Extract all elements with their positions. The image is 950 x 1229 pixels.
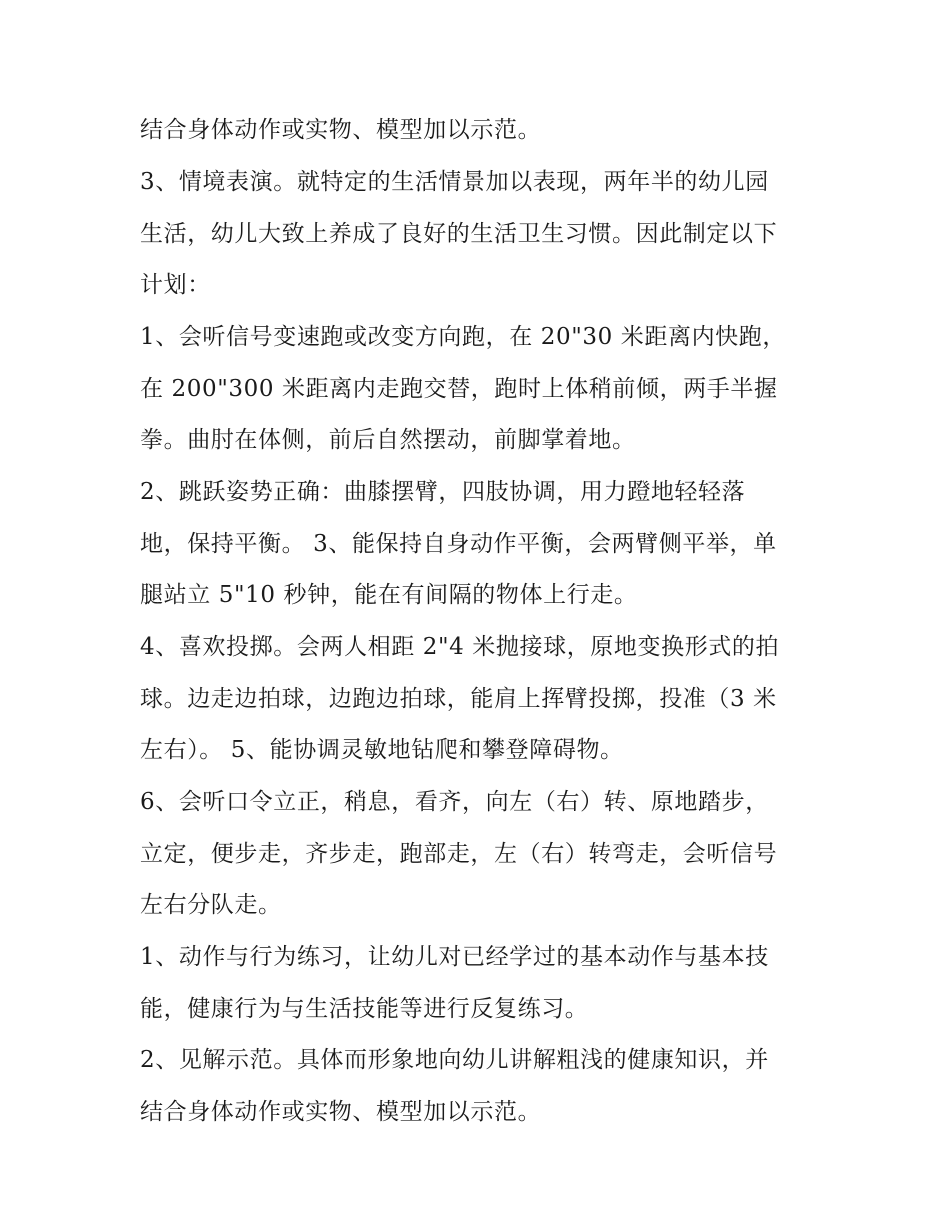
text-line: 3、情境表演。就特定的生活情景加以表现，两年半的幼儿园 bbox=[140, 169, 769, 195]
text-line: 1、会听信号变速跑或改变方向跑，在 20"30 米距离内快跑， bbox=[140, 324, 786, 350]
text-line: 地，保持平衡。 3、能保持自身动作平衡，会两臂侧平举，单 bbox=[140, 531, 777, 557]
text-line: 在 200"300 米距离内走跑交替，跑时上体稍前倾，两手半握 bbox=[140, 376, 778, 402]
text-line: 2、跳跃姿势正确：曲膝摆臂，四肢协调，用力蹬地轻轻落 bbox=[140, 479, 746, 505]
text-line: 能，健康行为与生活技能等进行反复练习。 bbox=[140, 996, 589, 1022]
text-line: 左右分队走。 bbox=[140, 892, 282, 918]
text-line: 球。边走边拍球，边跑边拍球，能肩上挥臂投掷，投准（3 米 bbox=[140, 686, 777, 712]
text-line: 1、动作与行为练习，让幼儿对已经学过的基本动作与基本技 bbox=[140, 944, 769, 970]
text-line: 结合身体动作或实物、模型加以示范。 bbox=[140, 1099, 542, 1125]
text-line: 2、见解示范。具体而形象地向幼儿讲解粗浅的健康知识，并 bbox=[140, 1047, 769, 1073]
text-line: 立定，便步走，齐步走，跑部走，左（右）转弯走，会听信号 bbox=[140, 841, 778, 867]
text-line: 6、会听口令立正，稍息，看齐，向左（右）转、原地踏步， bbox=[140, 789, 769, 815]
text-line: 结合身体动作或实物、模型加以示范。 bbox=[140, 117, 542, 143]
text-line: 腿站立 5"10 秒钟，能在有间隔的物体上行走。 bbox=[140, 582, 638, 608]
text-line: 左右）。 5、能协调灵敏地钻爬和攀登障碍物。 bbox=[140, 737, 624, 763]
text-line: 计划： bbox=[140, 272, 211, 298]
text-line: 生活，幼儿大致上养成了良好的生活卫生习惯。因此制定以下 bbox=[140, 221, 778, 247]
text-line: 拳。曲肘在体侧，前后自然摆动，前脚掌着地。 bbox=[140, 427, 636, 453]
text-line: 4、喜欢投掷。会两人相距 2"4 米抛接球，原地变换形式的拍 bbox=[140, 634, 780, 660]
